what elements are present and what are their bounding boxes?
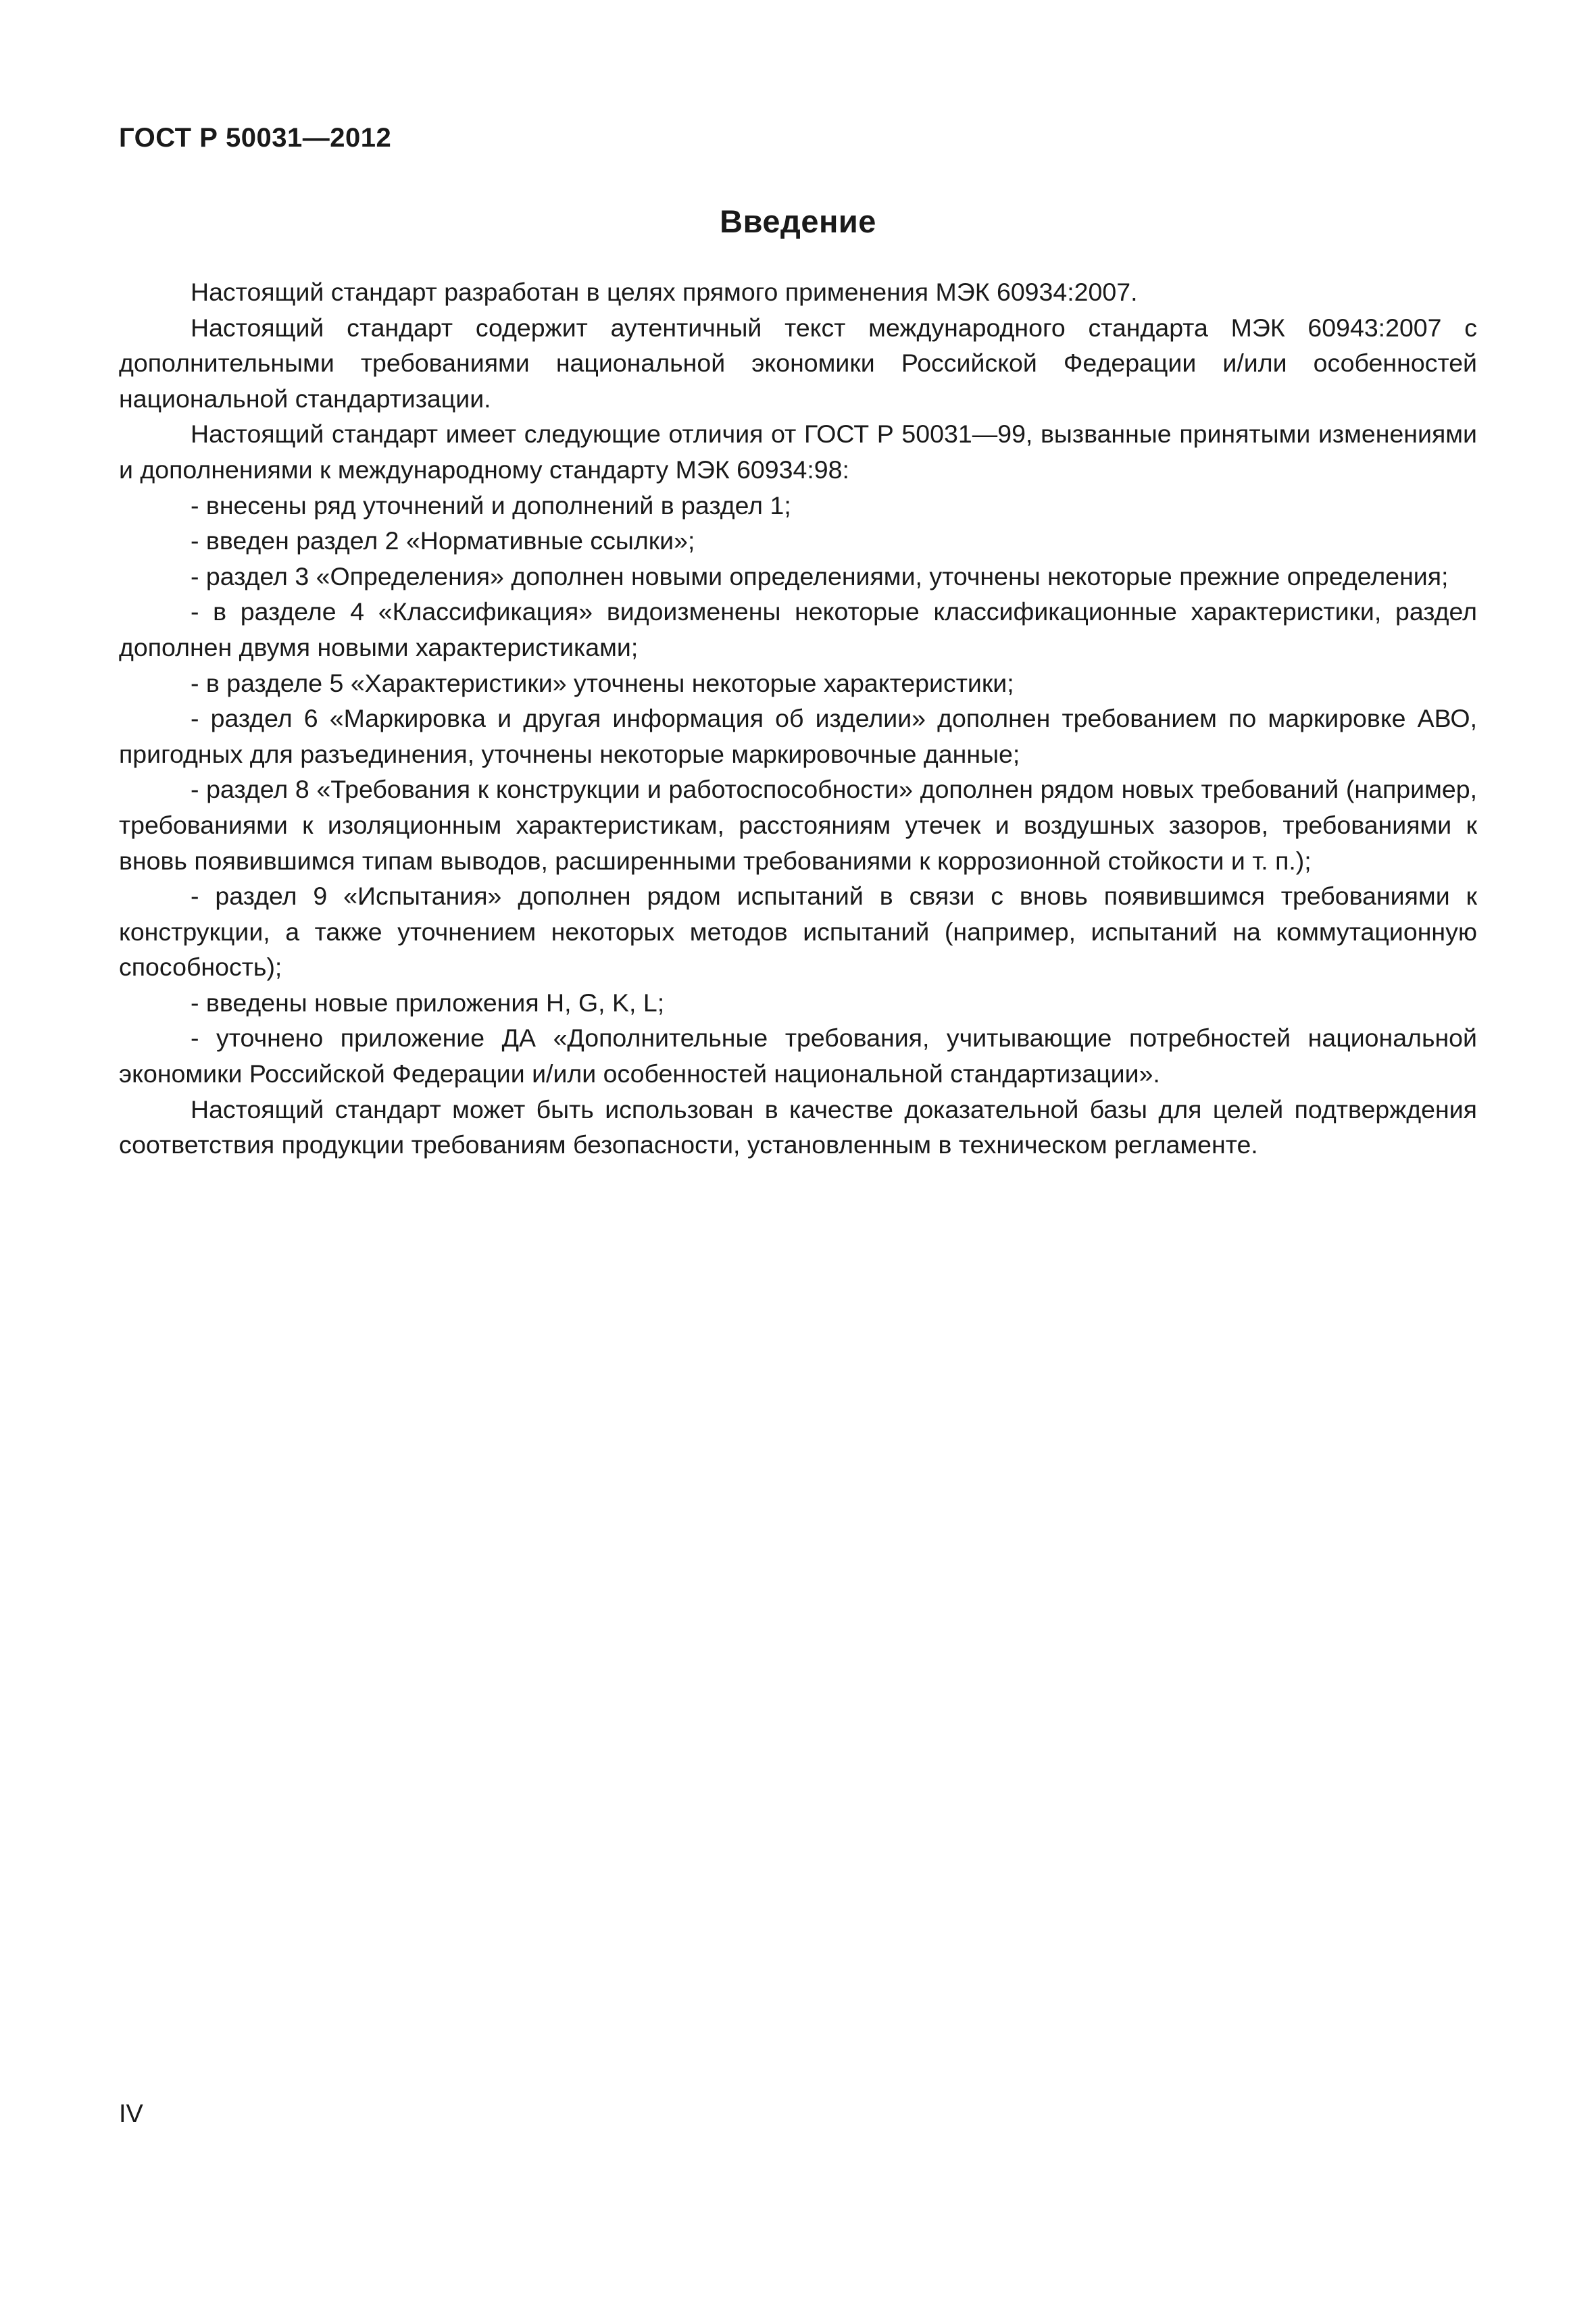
list-item: - раздел 8 «Требования к конструкции и работоспособности» дополнен рядом новых требований (например, требованиями к изоляционным характеристикам, расстояниям утечек и воздушных зазоров, требованиями к вновь появившимся типам выводов, расширенными требованиями к коррозионной стойкости и т. п.);: [119, 775, 1477, 875]
page-number: IV: [119, 2100, 143, 2128]
paragraph: Настоящий стандарт разработан в целях прямого применения МЭК 60934:2007.: [191, 278, 1138, 306]
body-text: [119, 274, 1477, 1163]
standard-header-code: ГОСТ Р 50031—2012: [119, 123, 392, 153]
list-item: - раздел 3 «Определения» дополнен новыми определениями, уточнены некоторые прежние определения;: [191, 561, 1449, 590]
section-title: Введение: [720, 203, 876, 239]
list-item: - введен раздел 2 «Нормативные ссылки»;: [191, 526, 695, 555]
list-item: - уточнено приложение ДА «Дополнительные требования, учитывающие потребностей национальной экономики Российской Федерации и/или особенностей национальной стандартизации».: [119, 1024, 1477, 1088]
paragraph: Настоящий стандарт имеет следующие отличия от ГОСТ Р 50031—99, вызванные принятыми изменениями и дополнениями к международному стандарту МЭК 60934:98:: [119, 420, 1477, 484]
list-item: - в разделе 5 «Характеристики» уточнены некоторые характеристики;: [191, 668, 1014, 697]
list-item: - раздел 6 «Маркировка и другая информация об изделии» дополнен требованием по маркировке АВО, пригодных для разъединения, уточнены некоторые маркировочные данные;: [119, 704, 1477, 768]
list-item: - в разделе 4 «Классификация» видоизменены некоторые классификационные характеристики, раздел дополнен двумя новыми характеристиками;: [119, 597, 1477, 661]
paragraph: Настоящий стандарт содержит аутентичный текст международного стандарта МЭК 60943:2007 с дополнительными требованиями национальной экономики Российской Федерации и/или особенностей национальной стандартизации.: [119, 313, 1477, 413]
list-item: - внесены ряд уточнений и дополнений в раздел 1;: [191, 491, 791, 520]
paragraph: Настоящий стандарт может быть использован в качестве доказательной базы для целей подтверждения соответствия продукции требованиям безопасности, установленным в техническом регламенте.: [119, 1095, 1477, 1159]
list-item: - раздел 9 «Испытания» дополнен рядом испытаний в связи с вновь появившимся требованиями к конструкции, а также уточнением некоторых методов испытаний (например, испытаний на коммутационную способность);: [119, 882, 1477, 982]
list-item: - введены новые приложения H, G, K, L;: [191, 988, 665, 1017]
